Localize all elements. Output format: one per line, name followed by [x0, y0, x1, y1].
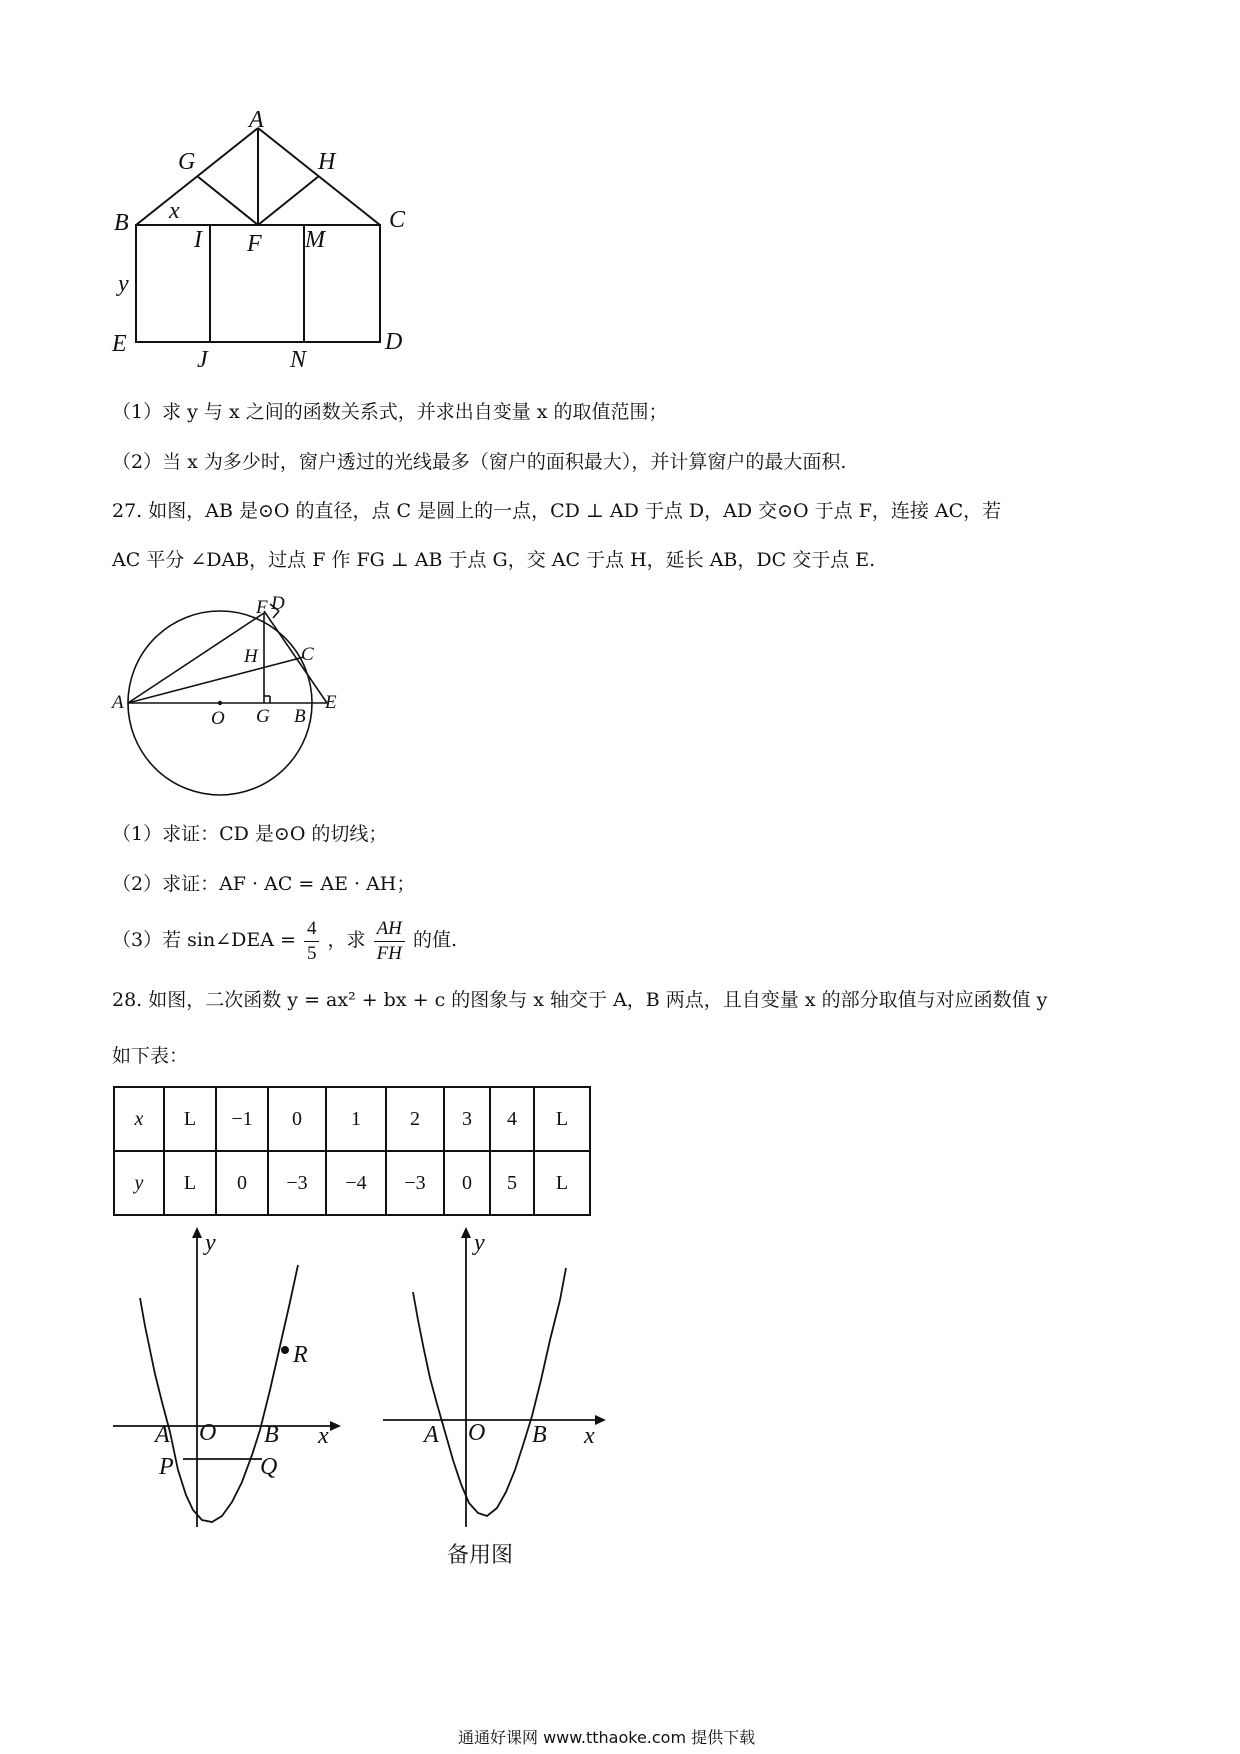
table-cell: 4: [490, 1087, 534, 1151]
label-G: G: [178, 149, 196, 175]
table-cell: L: [164, 1151, 216, 1215]
table-cell: 2: [386, 1087, 444, 1151]
q27-part3-prefix: （3）若 sin∠DEA =: [112, 929, 296, 951]
table-cell: 5: [490, 1151, 534, 1215]
q27-part2: （2）求证：AF · AC = AE · AH；: [112, 873, 416, 895]
q27-part3-suffix: 的值.: [412, 929, 457, 951]
fraction-ratio-numerator: AH: [374, 917, 405, 942]
label-B: B: [114, 210, 129, 236]
label-O: O: [211, 708, 225, 729]
label-R: R: [293, 1342, 308, 1368]
fraction-sin-denominator: 5: [306, 942, 317, 964]
table-cell: 1: [326, 1087, 386, 1151]
label-y: y: [118, 271, 129, 297]
table-cell: x: [114, 1087, 164, 1151]
label-B: B: [532, 1422, 547, 1448]
label-F: F: [256, 597, 268, 618]
label-A: A: [249, 107, 264, 133]
q27-stem-line2: AC 平分 ∠DAB，过点 F 作 FG ⊥ AB 于点 G，交 AC 于点 H，延长 AB，DC 交于点 E.: [112, 549, 876, 571]
label-Q: Q: [260, 1454, 278, 1480]
label-C: C: [301, 644, 314, 665]
label-y: y: [474, 1230, 485, 1256]
table-cell: −3: [386, 1151, 444, 1215]
label-y: y: [205, 1230, 216, 1256]
fraction-sin-numerator: 4: [304, 917, 320, 942]
label-B: B: [264, 1422, 279, 1448]
footer-watermark: 通通好课网 www.tthaoke.com 提供下载: [458, 1728, 756, 1747]
table-cell: 0: [216, 1151, 268, 1215]
label-B: B: [294, 706, 306, 727]
table-cell: −1: [216, 1087, 268, 1151]
label-G: G: [256, 706, 270, 727]
table-cell: −3: [268, 1151, 326, 1215]
label-A: A: [112, 692, 124, 713]
label-C: C: [389, 207, 406, 233]
q26-part2: （2）当 x 为多少时，窗户透过的光线最多（窗户的面积最大），并计算窗户的最大面积.: [112, 451, 847, 473]
label-P: P: [159, 1454, 174, 1480]
label-A: A: [155, 1422, 170, 1448]
label-E: E: [112, 331, 127, 357]
label-D: D: [271, 593, 285, 614]
label-x: x: [318, 1423, 329, 1449]
fraction-ratio-denominator: FH: [376, 942, 402, 964]
q26-part1: （1）求 y 与 x 之间的函数关系式，并求出自变量 x 的取值范围；: [112, 401, 668, 423]
label-J: J: [197, 347, 208, 373]
label-x: x: [169, 198, 180, 224]
table-cell: 0: [268, 1087, 326, 1151]
table-cell: 0: [444, 1151, 490, 1215]
table-cell: 3: [444, 1087, 490, 1151]
backup-figure-caption: 备用图: [447, 1543, 514, 1568]
label-x: x: [584, 1423, 595, 1449]
label-E: E: [325, 692, 337, 713]
label-H: H: [244, 646, 258, 667]
label-O: O: [199, 1420, 217, 1446]
label-A: A: [424, 1422, 439, 1448]
q27-stem-line1: 27. 如图，AB 是⊙O 的直径，点 C 是圆上的一点，CD ⊥ AD 于点 D，AD 交⊙O 于点 F，连接 AC，若: [112, 500, 1002, 522]
q28-stem-line2: 如下表：: [112, 1045, 189, 1067]
table-cell: −4: [326, 1151, 386, 1215]
label-O: O: [468, 1420, 486, 1446]
q27-part1: （1）求证：CD 是⊙O 的切线；: [112, 823, 388, 845]
label-I: I: [194, 227, 202, 253]
table-cell: L: [164, 1087, 216, 1151]
label-D: D: [385, 329, 403, 355]
table-cell: L: [534, 1087, 590, 1151]
label-H: H: [318, 149, 336, 175]
table-cell: L: [534, 1151, 590, 1215]
label-M: M: [305, 227, 325, 253]
label-N: N: [290, 347, 307, 373]
label-F: F: [247, 231, 262, 257]
q28-stem-line1: 28. 如图，二次函数 y = ax² + bx + c 的图象与 x 轴交于 A，B 两点，且自变量 x 的部分取值与对应函数值 y: [112, 989, 1048, 1011]
table-cell: y: [114, 1151, 164, 1215]
q27-part3-mid: ，求: [327, 929, 366, 951]
